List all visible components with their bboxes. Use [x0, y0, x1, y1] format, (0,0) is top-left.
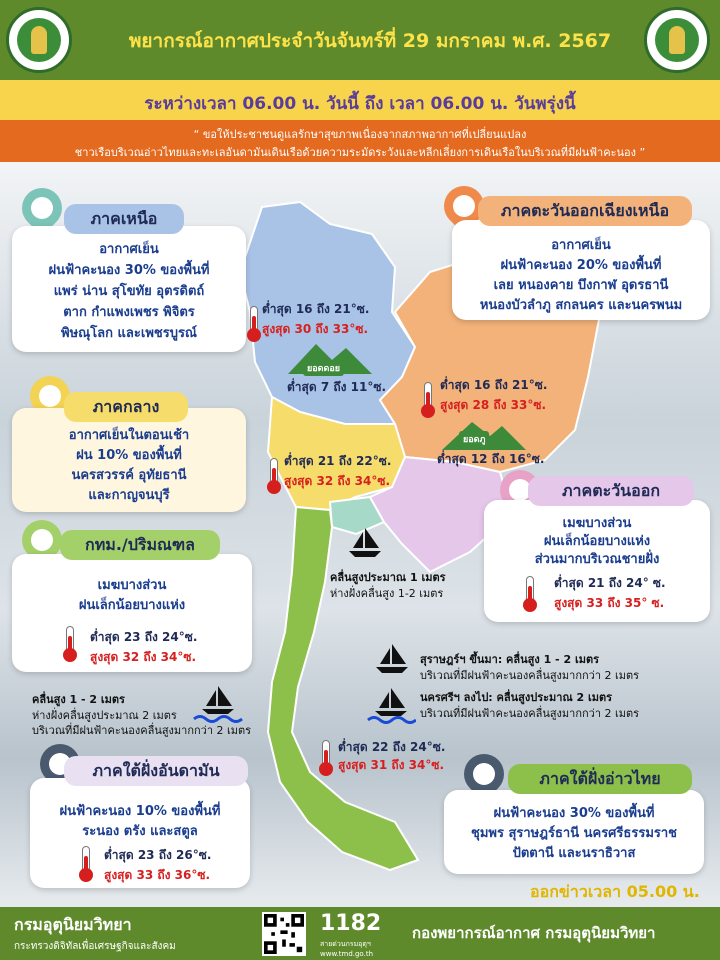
footer-bar: [0, 907, 720, 960]
south-east-line-1: ฝนฟ้าคะนอง 30% ของพื้นที่: [493, 806, 655, 821]
south-east-line-3: ปัตตานี และนราธิวาส: [512, 846, 636, 861]
northeast-line-3: เลย หนองคาย บึงกาฬ อุดรธานี: [493, 278, 669, 293]
northeast-line-4: หนองบัวลำภู สกลนคร และนครพนม: [479, 298, 683, 313]
hotline-number: 1182: [320, 911, 382, 936]
tmd-logo: [644, 7, 710, 73]
nakhon-wave-title: นครศรีฯ ลงไป: คลื่นสูงประมาณ 2 เมตร: [420, 691, 613, 704]
andaman-wave-title: คลื่นสูง 1 - 2 เมตร: [32, 693, 125, 706]
central-region-title: ภาคกลาง: [64, 392, 188, 422]
central-temp-max: สูงสุด 32 ถึง 34°ซ.: [284, 474, 391, 488]
south-west-line-2: ระนอง ตรัง และสตูล: [82, 824, 198, 839]
bangkok-line-2: ฝนเล็กน้อยบางแห่ง: [78, 598, 186, 613]
east-line-2: ฝนเล็กน้อยบางแห่ง: [543, 534, 651, 549]
bangkok-thermometer-icon: [66, 626, 74, 656]
northeast-thermometer-icon: [424, 382, 432, 412]
footer-division: กองพยากรณ์อากาศ กรมอุตุนิยมวิทยา: [412, 924, 656, 942]
ministry-logo: [6, 7, 72, 73]
sailboat-icon-surat: [372, 642, 412, 674]
north-thermometer-icon: [250, 306, 258, 336]
south-west-temp-min: ต่ำสุด 23 ถึง 26°ซ.: [104, 848, 212, 862]
northeast-region-title: ภาคตะวันออกเฉียงเหนือ: [478, 196, 692, 226]
bangkok-region-title: กทม./ปริมณฑล: [60, 530, 220, 560]
surat-wave-title: สุราษฎร์ฯ ขึ้นมา: คลื่นสูง 1 - 2 เมตร: [420, 653, 600, 666]
surat-wave-sub: บริเวณที่มีฝนฟ้าคะนองคลื่นสูงมากกว่า 2 เมตร: [420, 669, 640, 682]
upper-gulf-wave-title: คลื่นสูงประมาณ 1 เมตร: [330, 571, 446, 584]
footer-ministry: กระทรวงดิจิทัลเพื่อเศรษฐกิจและสังคม: [14, 941, 176, 952]
central-forecast-box: [12, 408, 246, 512]
north-line-3: แพร่ น่าน สุโขทัย อุตรดิตถ์: [53, 284, 205, 299]
advisory-line-1: “ ขอให้ประชาชนดูแลรักษาสุขภาพเนื่องจากสภาพอากาศที่เปลี่ยนแปลง: [193, 128, 527, 141]
east-region-title: ภาคตะวันออก: [528, 476, 694, 506]
north-line-2: ฝนฟ้าคะนอง 30% ของพื้นที่: [48, 263, 210, 278]
central-line-3: นครสวรรค์ อุทัยธานี: [71, 468, 187, 483]
bangkok-forecast-box: [12, 554, 252, 672]
south-east-forecast-box: [444, 790, 704, 874]
sailboat-icon-upper-gulf: [345, 526, 385, 558]
south-west-forecast-box: [30, 778, 250, 888]
south-west-region-title: ภาคใต้ฝั่งอันดามัน: [64, 756, 248, 786]
south-west-line-1: ฝนฟ้าคะนอง 10% ของพื้นที่: [59, 804, 221, 819]
north-forecast-box: [12, 226, 246, 352]
south-thermometer-icon: [322, 740, 330, 770]
east-thermometer-icon: [526, 576, 534, 606]
north-temp-min: ต่ำสุด 16 ถึง 21°ซ.: [262, 302, 370, 316]
south-east-line-2: ชุมพร สุราษฎร์ธานี นครศรีธรรมราช: [471, 826, 677, 841]
northeast-temp-min: ต่ำสุด 16 ถึง 21°ซ.: [440, 378, 548, 392]
sailboat-waves-icon-andaman: [192, 684, 244, 724]
central-line-4: และกาญจนบุรี: [88, 488, 170, 503]
central-thermometer-icon: [270, 458, 278, 488]
bangkok-line-1: เมฆบางส่วน: [97, 578, 167, 593]
mountain-label-phu: ยอดภู: [459, 431, 489, 447]
hotline-caption: สายด่วนกรมอุตุฯ www.tmd.go.th: [320, 940, 373, 958]
header-bar: [0, 0, 720, 80]
north-line-4: ตาก กำแพงเพชร พิจิตร: [63, 305, 195, 320]
south-east-temp-max: สูงสุด 31 ถึง 34°ซ.: [338, 758, 445, 772]
northeast-line-2: ฝนฟ้าคะนอง 20% ของพื้นที่: [500, 258, 662, 273]
north-line-1: อากาศเย็น: [99, 242, 159, 257]
central-line-2: ฝน 10% ของพื้นที่: [76, 448, 182, 463]
south-east-temp-min: ต่ำสุด 22 ถึง 24°ซ.: [338, 740, 446, 754]
bangkok-temp-min: ต่ำสุด 23 ถึง 24°ซ.: [90, 630, 198, 644]
east-temp-max: สูงสุด 33 ถึง 35° ซ.: [554, 596, 665, 610]
andaman-wave-sub-1: ห่างฝั่งคลื่นสูงประมาณ 2 เมตร: [32, 709, 177, 722]
northeast-forecast-box: [452, 220, 710, 320]
mountain-temp-phu: ต่ำสุด 12 ถึง 16°ซ.: [437, 452, 545, 466]
east-line-1: เมฆบางส่วน: [562, 516, 632, 531]
forecast-period-bar: [0, 80, 720, 120]
advisory-bar: [0, 120, 720, 162]
mountain-label-doi: ยอดดอย: [303, 360, 344, 376]
south-west-temp-max: สูงสุด 33 ถึง 36°ซ.: [104, 868, 211, 882]
east-temp-min: ต่ำสุด 21 ถึง 24° ซ.: [554, 576, 666, 590]
north-temp-max: สูงสุด 30 ถึง 33°ซ.: [262, 322, 369, 336]
east-line-3: ส่วนมากบริเวณชายฝั่ง: [534, 552, 660, 567]
andaman-wave-sub-2: บริเวณที่มีฝนฟ้าคะนองคลื่นสูงมากกว่า 2 เมตร: [32, 724, 252, 737]
advisory-line-2: ชาวเรือบริเวณอ่าวไทยและทะเลอันดามันเดินเรือด้วยความระมัดระวังและหลีกเลี่ยงการเดินเรือในบริเวณที่มีฝนฟ้าคะนอง ”: [74, 146, 646, 159]
sailboat-waves-icon-nakhon: [366, 686, 416, 724]
northeast-line-1: อากาศเย็น: [551, 238, 611, 253]
upper-gulf-wave-sub: ห่างฝั่งคลื่นสูง 1-2 เมตร: [330, 587, 444, 600]
north-region-title: ภาคเหนือ: [64, 204, 184, 234]
footer-department: กรมอุตุนิยมวิทยา: [14, 915, 132, 934]
bangkok-temp-max: สูงสุด 32 ถึง 34°ซ.: [90, 650, 197, 664]
south-west-thermometer-icon: [82, 846, 90, 876]
mountain-temp-doi: ต่ำสุด 7 ถึง 11°ซ.: [287, 380, 387, 394]
northeast-temp-max: สูงสุด 28 ถึง 33°ซ.: [440, 398, 547, 412]
north-line-5: พิษณุโลก และเพชรบูรณ์: [61, 326, 197, 341]
issue-time: ออกข่าวเวลา 05.00 น.: [530, 882, 700, 901]
page-title: พยากรณ์อากาศประจำวันจันทร์ที่ 29 มกราคม พ.ศ. 2567: [128, 30, 612, 52]
south-east-region-title: ภาคใต้ฝั่งอ่าวไทย: [508, 764, 692, 794]
forecast-period: ระหว่างเวลา 06.00 น. วันนี้ ถึง เวลา 06.00 น. วันพรุ่งนี้: [144, 94, 576, 114]
central-temp-min: ต่ำสุด 21 ถึง 22°ซ.: [284, 454, 392, 468]
qr-code-icon: [262, 912, 306, 956]
central-line-1: อากาศเย็นในตอนเช้า: [68, 428, 190, 443]
nakhon-wave-sub: บริเวณที่มีฝนฟ้าคะนองคลื่นสูงมากกว่า 2 เมตร: [420, 707, 640, 720]
east-forecast-box: [484, 500, 710, 622]
